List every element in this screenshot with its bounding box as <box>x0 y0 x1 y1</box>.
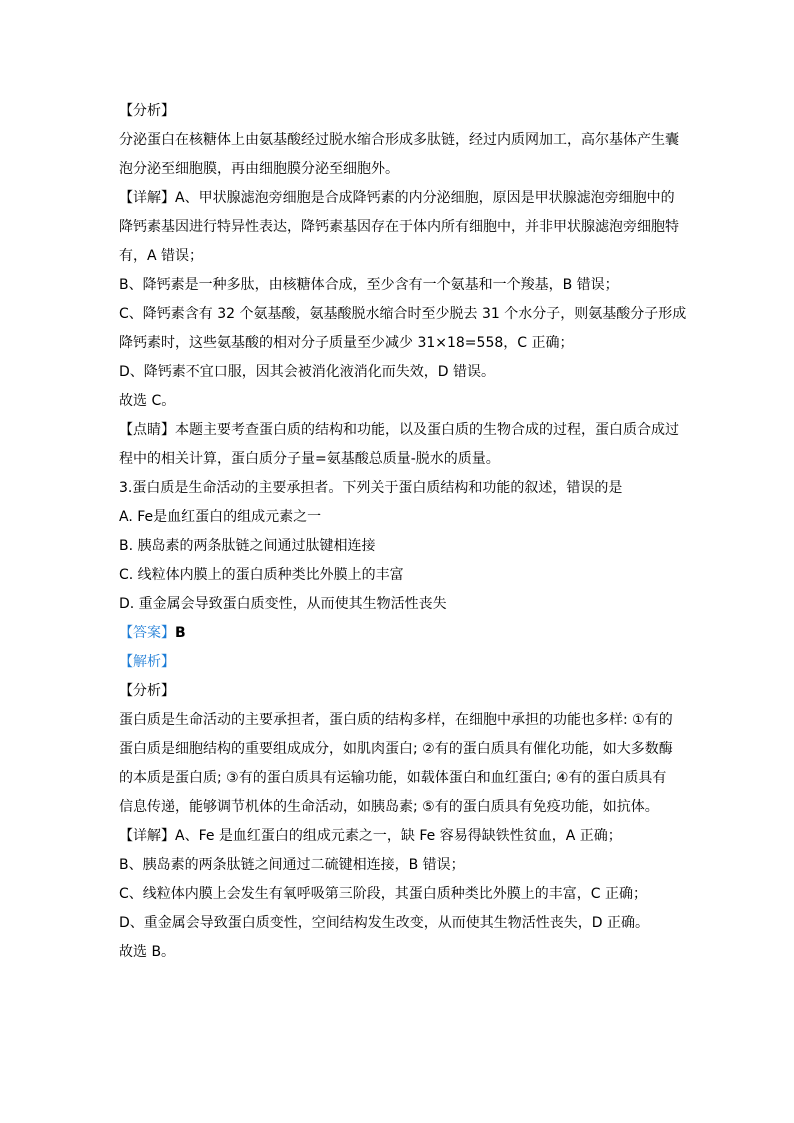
analysis-line: 分泌蛋白在核糖体上由氨基酸经过脱水缩合形成多肽链，经过内质网加工，高尔基体产生囊 <box>119 132 679 148</box>
conclusion-line: 故选 B。 <box>119 944 176 960</box>
analysis-line: 蛋白质是生命活动的主要承担者，蛋白质的结构多样，在细胞中承担的功能也多样: ①有的 <box>119 712 673 728</box>
analysis-line: 蛋白质是细胞结构的重要组成成分，如肌肉蛋白; ②有的蛋白质具有催化功能，如大多数酶 <box>119 741 673 757</box>
detail-line: 降钙素基因进行特异性表达，降钙素基因存在于体内所有细胞中，并非甲状腺滤泡旁细胞特 <box>119 219 679 235</box>
detail-text: A、Fe 是血红蛋白的组成元素之一，缺 Fe 容易得缺铁性贫血，A 正确； <box>175 828 622 844</box>
explain-label: 【解析】 <box>119 654 175 670</box>
comment-line: 程中的相关计算，蛋白质分子量=氨基酸总质量-脱水的质量。 <box>119 451 500 467</box>
analysis-line: 泡分泌至细胞膜，再由细胞膜分泌至细胞外。 <box>119 161 399 177</box>
detail-line: 降钙素时，这些氨基酸的相对分子质量至少减少 31×18=558，C 正确； <box>119 335 574 351</box>
detail-line: C、降钙素含有 32 个氨基酸，氨基酸脱水缩合时至少脱去 31 个水分子，则氨基酸分子形成 <box>119 306 687 322</box>
detail-line: D、重金属会导致蛋白质变性，空间结构发生改变，从而使其生物活性丧失，D 正确。 <box>119 915 650 931</box>
detail-label: 【详解】 <box>119 828 175 844</box>
detail-line: B、胰岛素的两条肽链之间通过二硫键相连接，B 错误； <box>119 857 465 873</box>
option-b: B. 胰岛素的两条肽链之间通过肽键相连接 <box>119 538 376 554</box>
detail-line: C、线粒体内膜上会发生有氧呼吸第三阶段，其蛋白质种类比外膜上的丰富，C 正确； <box>119 886 647 902</box>
answer-label: 【答案】 <box>119 625 175 641</box>
detail-line <box>119 188 689 208</box>
option-a: A. Fe是血红蛋白的组成元素之一 <box>119 509 322 525</box>
question-stem: 3.蛋白质是生命活动的主要承担者。下列关于蛋白质结构和功能的叙述，错误的是 <box>119 480 623 496</box>
analysis-line: 信息传递，能够调节机体的生命活动，如胰岛素; ⑤有的蛋白质具有免疫功能，如抗体。 <box>119 799 659 815</box>
analysis-heading: 【分析】 <box>119 683 175 699</box>
option-c: C. 线粒体内膜上的蛋白质种类比外膜上的丰富 <box>119 567 404 583</box>
detail-label: 【详解】 <box>119 190 175 206</box>
detail-line: D、降钙素不宜口服，因其会被消化液消化而失效，D 错误。 <box>119 364 496 380</box>
conclusion-line: 故选 C。 <box>119 393 176 409</box>
analysis-line: 的本质是蛋白质; ③有的蛋白质具有运输功能，如载体蛋白和血红蛋白; ④有的蛋白质具有 <box>119 770 667 786</box>
comment-label: 【点睛】 <box>119 422 175 438</box>
detail-text: A、甲状腺滤泡旁细胞是合成降钙素的内分泌细胞，原因是甲状腺滤泡旁细胞中的 <box>175 190 675 206</box>
option-d: D. 重金属会导致蛋白质变性，从而使其生物活性丧失 <box>119 596 447 612</box>
detail-line: B、降钙素是一种多肽，由核糖体合成，至少含有一个氨基和一个羧基，B 错误； <box>119 277 619 293</box>
detail-line <box>119 826 689 846</box>
analysis-heading: 【分析】 <box>119 103 175 119</box>
detail-line: 有，A 错误； <box>119 248 204 264</box>
answer-value: B <box>175 625 186 641</box>
comment-line <box>119 420 689 440</box>
answer-line <box>119 623 689 643</box>
comment-text: 本题主要考查蛋白质的结构和功能，以及蛋白质的生物合成的过程，蛋白质合成过 <box>175 422 679 438</box>
document-page <box>119 101 689 971</box>
